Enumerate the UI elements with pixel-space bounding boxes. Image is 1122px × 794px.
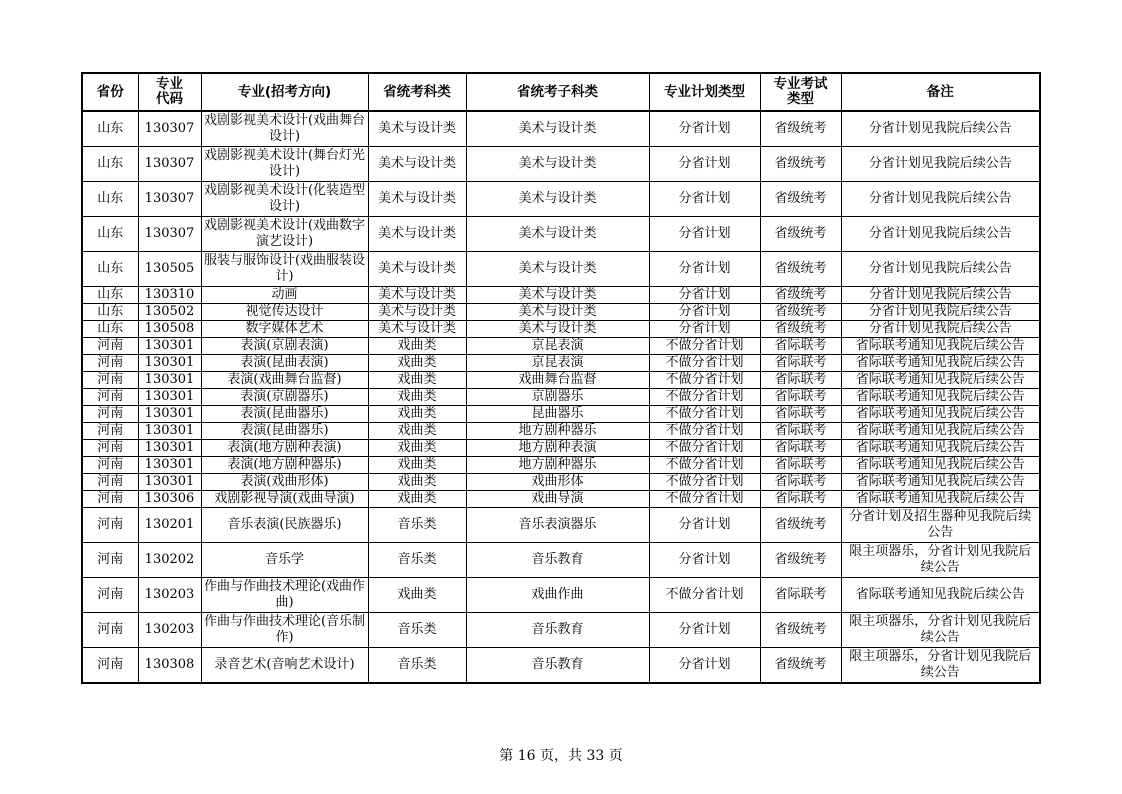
table-cell: 130201 (138, 508, 201, 543)
table-cell: 美术与设计类 (466, 321, 649, 338)
table-cell: 戏曲作曲 (466, 578, 649, 613)
table-cell: 表演(戏曲舞台监督) (201, 372, 368, 389)
table-cell: 不做分省计划 (649, 474, 760, 491)
table-cell: 130301 (138, 457, 201, 474)
table-cell: 130502 (138, 304, 201, 321)
table-cell: 省际联考通知见我院后续公告 (841, 457, 1040, 474)
table-cell: 美术与设计类 (466, 147, 649, 182)
table-row (82, 389, 1040, 406)
table-row (82, 508, 1040, 543)
table-cell: 音乐类 (368, 648, 466, 684)
table-cell: 省级统考 (760, 147, 841, 182)
table-row (82, 182, 1040, 217)
table-cell: 省际联考通知见我院后续公告 (841, 389, 1040, 406)
table-cell: 130301 (138, 406, 201, 423)
table-row (82, 287, 1040, 304)
table-cell: 戏曲类 (368, 457, 466, 474)
table-cell: 戏曲类 (368, 491, 466, 508)
table-cell: 省际联考通知见我院后续公告 (841, 338, 1040, 355)
table-cell: 美术与设计类 (466, 252, 649, 287)
table-cell: 130301 (138, 440, 201, 457)
table-cell: 河南 (82, 423, 138, 440)
table-cell: 山东 (82, 252, 138, 287)
table-cell: 河南 (82, 474, 138, 491)
table-cell: 美术与设计类 (368, 321, 466, 338)
table-cell: 省级统考 (760, 252, 841, 287)
table-cell: 130301 (138, 389, 201, 406)
table-cell: 省际联考通知见我院后续公告 (841, 491, 1040, 508)
table-row (82, 304, 1040, 321)
table-cell: 戏曲类 (368, 372, 466, 389)
table-cell: 表演(戏曲形体) (201, 474, 368, 491)
table-cell: 戏曲导演 (466, 491, 649, 508)
table-cell: 京昆表演 (466, 338, 649, 355)
table-cell: 不做分省计划 (649, 491, 760, 508)
table-cell: 河南 (82, 406, 138, 423)
table-cell: 戏剧影视美术设计(戏曲舞台设计) (201, 111, 368, 147)
table-cell: 音乐类 (368, 508, 466, 543)
table-cell: 不做分省计划 (649, 406, 760, 423)
table-cell: 省际联考通知见我院后续公告 (841, 406, 1040, 423)
table-cell: 河南 (82, 355, 138, 372)
table-cell: 美术与设计类 (466, 111, 649, 147)
table-cell: 省际联考 (760, 355, 841, 372)
table-row (82, 613, 1040, 648)
admissions-plan-table (81, 72, 1041, 684)
table-cell: 130301 (138, 474, 201, 491)
table-row (82, 474, 1040, 491)
table-cell: 地方剧种表演 (466, 440, 649, 457)
table-cell: 130307 (138, 217, 201, 252)
table-cell: 130203 (138, 578, 201, 613)
table-cell: 130307 (138, 147, 201, 182)
table-cell: 戏曲类 (368, 355, 466, 372)
table-row (82, 440, 1040, 457)
table-cell: 山东 (82, 321, 138, 338)
table-cell: 表演(地方剧种器乐) (201, 457, 368, 474)
table-cell: 戏曲类 (368, 389, 466, 406)
table-cell: 河南 (82, 508, 138, 543)
table-cell: 分省计划 (649, 304, 760, 321)
table-cell: 美术与设计类 (368, 111, 466, 147)
table-row (82, 338, 1040, 355)
table-row (82, 355, 1040, 372)
table-cell: 不做分省计划 (649, 457, 760, 474)
table-cell: 数字媒体艺术 (201, 321, 368, 338)
table-cell: 美术与设计类 (368, 304, 466, 321)
table-cell: 分省计划 (649, 508, 760, 543)
table-cell: 美术与设计类 (368, 287, 466, 304)
table-row (82, 321, 1040, 338)
table-cell: 表演(昆曲器乐) (201, 406, 368, 423)
table-cell: 不做分省计划 (649, 389, 760, 406)
table-cell: 分省计划 (649, 321, 760, 338)
table-cell: 美术与设计类 (368, 147, 466, 182)
table-cell: 河南 (82, 648, 138, 684)
table-cell: 限主项器乐，分省计划见我院后续公告 (841, 648, 1040, 684)
table-cell: 不做分省计划 (649, 578, 760, 613)
table-cell: 130505 (138, 252, 201, 287)
table-cell: 分省计划 (649, 287, 760, 304)
table-cell: 表演(昆曲表演) (201, 355, 368, 372)
table-cell: 录音艺术(音响艺术设计) (201, 648, 368, 684)
table-cell: 服装与服饰设计(戏曲服装设计) (201, 252, 368, 287)
table-cell: 省级统考 (760, 287, 841, 304)
table-cell: 130307 (138, 111, 201, 147)
table-cell: 省级统考 (760, 321, 841, 338)
table-cell: 省级统考 (760, 182, 841, 217)
table-cell: 戏曲舞台监督 (466, 372, 649, 389)
table-cell: 地方剧种器乐 (466, 423, 649, 440)
table-cell: 不做分省计划 (649, 338, 760, 355)
table-cell: 分省计划 (649, 182, 760, 217)
table-cell: 河南 (82, 389, 138, 406)
table-cell: 省级统考 (760, 304, 841, 321)
table-row (82, 543, 1040, 578)
table-cell: 作曲与作曲技术理论(音乐制作) (201, 613, 368, 648)
table-cell: 不做分省计划 (649, 355, 760, 372)
column-header: 专业 代码 (138, 73, 201, 111)
table-cell: 地方剧种器乐 (466, 457, 649, 474)
table-cell: 限主项器乐，分省计划见我院后续公告 (841, 543, 1040, 578)
table-row (82, 491, 1040, 508)
table-cell: 表演(地方剧种表演) (201, 440, 368, 457)
table-cell: 美术与设计类 (466, 287, 649, 304)
table-cell: 京昆表演 (466, 355, 649, 372)
table-cell: 分省计划 (649, 613, 760, 648)
table-cell: 分省计划 (649, 543, 760, 578)
table-cell: 表演(京剧表演) (201, 338, 368, 355)
table-cell: 音乐教育 (466, 543, 649, 578)
table-cell: 分省计划见我院后续公告 (841, 321, 1040, 338)
table-cell: 山东 (82, 217, 138, 252)
table-cell: 省际联考 (760, 338, 841, 355)
table-cell: 省级统考 (760, 648, 841, 684)
table-row (82, 423, 1040, 440)
table-cell: 美术与设计类 (368, 182, 466, 217)
table-cell: 130301 (138, 372, 201, 389)
table-row (82, 648, 1040, 684)
table-cell: 省际联考 (760, 578, 841, 613)
table-cell: 省际联考 (760, 406, 841, 423)
table-cell: 山东 (82, 111, 138, 147)
table-cell: 音乐学 (201, 543, 368, 578)
table-cell: 省级统考 (760, 217, 841, 252)
table-cell: 美术与设计类 (368, 252, 466, 287)
table-cell: 戏曲类 (368, 423, 466, 440)
table-cell: 省级统考 (760, 111, 841, 147)
table-cell: 美术与设计类 (466, 217, 649, 252)
table-cell: 限主项器乐，分省计划见我院后续公告 (841, 613, 1040, 648)
table-row (82, 372, 1040, 389)
table-row (82, 147, 1040, 182)
table-cell: 分省计划见我院后续公告 (841, 252, 1040, 287)
table-cell: 130203 (138, 613, 201, 648)
table-row (82, 578, 1040, 613)
table-cell: 音乐表演(民族器乐) (201, 508, 368, 543)
table-cell: 河南 (82, 578, 138, 613)
table-cell: 分省计划 (649, 648, 760, 684)
table-cell: 戏曲类 (368, 578, 466, 613)
table-cell: 分省计划见我院后续公告 (841, 304, 1040, 321)
table-row (82, 111, 1040, 147)
table-cell: 分省计划 (649, 217, 760, 252)
table-cell: 戏曲类 (368, 406, 466, 423)
table-cell: 分省计划见我院后续公告 (841, 182, 1040, 217)
table-cell: 戏曲类 (368, 474, 466, 491)
table-cell: 130308 (138, 648, 201, 684)
table-cell: 分省计划见我院后续公告 (841, 287, 1040, 304)
page-number: 第 16 页，共 33 页 (499, 748, 623, 764)
table-header-row (82, 73, 1040, 111)
table-cell: 130508 (138, 321, 201, 338)
column-header: 专业考试 类型 (760, 73, 841, 111)
table-cell: 山东 (82, 304, 138, 321)
table-cell: 河南 (82, 440, 138, 457)
column-header: 省统考科类 (368, 73, 466, 111)
table-cell: 美术与设计类 (466, 304, 649, 321)
table-cell: 戏曲形体 (466, 474, 649, 491)
column-header: 备注 (841, 73, 1040, 111)
table-cell: 分省计划及招生器种见我院后续公告 (841, 508, 1040, 543)
table-cell: 分省计划 (649, 252, 760, 287)
table-cell: 美术与设计类 (368, 217, 466, 252)
table-cell: 音乐类 (368, 613, 466, 648)
table-row (82, 457, 1040, 474)
table-cell: 动画 (201, 287, 368, 304)
table-cell: 分省计划见我院后续公告 (841, 111, 1040, 147)
table-cell: 分省计划 (649, 111, 760, 147)
column-header: 省份 (82, 73, 138, 111)
table-cell: 130202 (138, 543, 201, 578)
table-cell: 表演(昆曲器乐) (201, 423, 368, 440)
table-cell: 河南 (82, 543, 138, 578)
table-cell: 表演(京剧器乐) (201, 389, 368, 406)
table-cell: 音乐表演器乐 (466, 508, 649, 543)
table-cell: 不做分省计划 (649, 372, 760, 389)
table-cell: 河南 (82, 338, 138, 355)
table-cell: 河南 (82, 613, 138, 648)
table-cell: 130307 (138, 182, 201, 217)
column-header: 专业计划类型 (649, 73, 760, 111)
table-cell: 分省计划 (649, 147, 760, 182)
table-cell: 美术与设计类 (466, 182, 649, 217)
table-cell: 省际联考 (760, 389, 841, 406)
table-cell: 130301 (138, 423, 201, 440)
table-cell: 不做分省计划 (649, 423, 760, 440)
table-cell: 不做分省计划 (649, 440, 760, 457)
table-cell: 音乐类 (368, 543, 466, 578)
table-cell: 省际联考通知见我院后续公告 (841, 474, 1040, 491)
table-cell: 130301 (138, 355, 201, 372)
table-cell: 省际联考通知见我院后续公告 (841, 423, 1040, 440)
table-cell: 省级统考 (760, 508, 841, 543)
table-cell: 省际联考 (760, 474, 841, 491)
table-cell: 省际联考 (760, 440, 841, 457)
table-cell: 省际联考通知见我院后续公告 (841, 440, 1040, 457)
table-cell: 分省计划见我院后续公告 (841, 147, 1040, 182)
table-cell: 戏曲类 (368, 338, 466, 355)
table-cell: 京剧器乐 (466, 389, 649, 406)
table-row (82, 217, 1040, 252)
table-cell: 省级统考 (760, 543, 841, 578)
table-cell: 省际联考通知见我院后续公告 (841, 578, 1040, 613)
table-cell: 130306 (138, 491, 201, 508)
table-cell: 河南 (82, 372, 138, 389)
table-cell: 130310 (138, 287, 201, 304)
table-cell: 省际联考通知见我院后续公告 (841, 355, 1040, 372)
table-cell: 戏曲类 (368, 440, 466, 457)
table-cell: 省际联考 (760, 423, 841, 440)
table-cell: 河南 (82, 457, 138, 474)
table-body (82, 111, 1040, 683)
table-cell: 音乐教育 (466, 613, 649, 648)
table-cell: 省际联考 (760, 372, 841, 389)
table-cell: 戏剧影视导演(戏曲导演) (201, 491, 368, 508)
table-cell: 山东 (82, 287, 138, 304)
column-header: 专业(招考方向) (201, 73, 368, 111)
table-cell: 戏剧影视美术设计(化装造型设计) (201, 182, 368, 217)
table-cell: 山东 (82, 147, 138, 182)
table-cell: 音乐教育 (466, 648, 649, 684)
table-cell: 视觉传达设计 (201, 304, 368, 321)
table-cell: 分省计划见我院后续公告 (841, 217, 1040, 252)
table-cell: 戏剧影视美术设计(戏曲数字演艺设计) (201, 217, 368, 252)
table-cell: 省际联考通知见我院后续公告 (841, 372, 1040, 389)
table-cell: 作曲与作曲技术理论(戏曲作曲) (201, 578, 368, 613)
table-cell: 昆曲器乐 (466, 406, 649, 423)
column-header: 省统考子科类 (466, 73, 649, 111)
table-cell: 130301 (138, 338, 201, 355)
table-cell: 河南 (82, 491, 138, 508)
table-cell: 戏剧影视美术设计(舞台灯光设计) (201, 147, 368, 182)
table-row (82, 252, 1040, 287)
table-cell: 山东 (82, 182, 138, 217)
table-cell: 省际联考 (760, 457, 841, 474)
table-cell: 省际联考 (760, 491, 841, 508)
table-row (82, 406, 1040, 423)
table-cell: 省级统考 (760, 613, 841, 648)
